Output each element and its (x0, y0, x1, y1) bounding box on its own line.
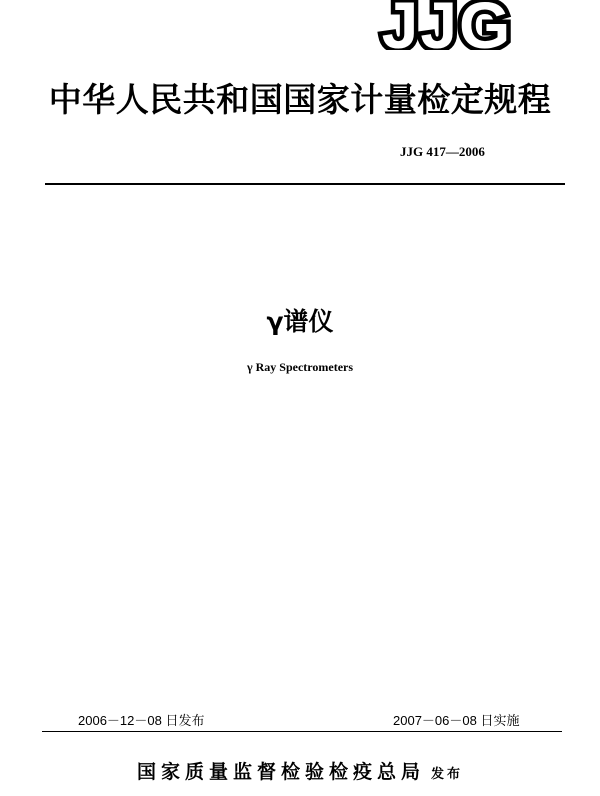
effective-date: 2007－06－08 日实施 (393, 713, 520, 728)
jjg-logo (362, 0, 532, 50)
publisher-action: 发布 (431, 767, 464, 782)
regulation-series-title: 中华人民共和国国家计量检定规程 (48, 80, 552, 119)
publisher-name: 国家质量监督检验检疫总局 (136, 761, 425, 783)
publisher-line (0, 759, 600, 788)
standard-number: JJG 417—2006 (400, 144, 485, 159)
bottom-divider (42, 731, 562, 732)
issue-date: 2006－12－08 日发布 (78, 713, 205, 728)
document-title-english: γ Ray Spectrometers (246, 360, 354, 374)
document-title-chinese: γ谱仪 (266, 307, 334, 336)
jjg-logo-text: JJG (381, 0, 513, 50)
top-divider (45, 183, 565, 185)
